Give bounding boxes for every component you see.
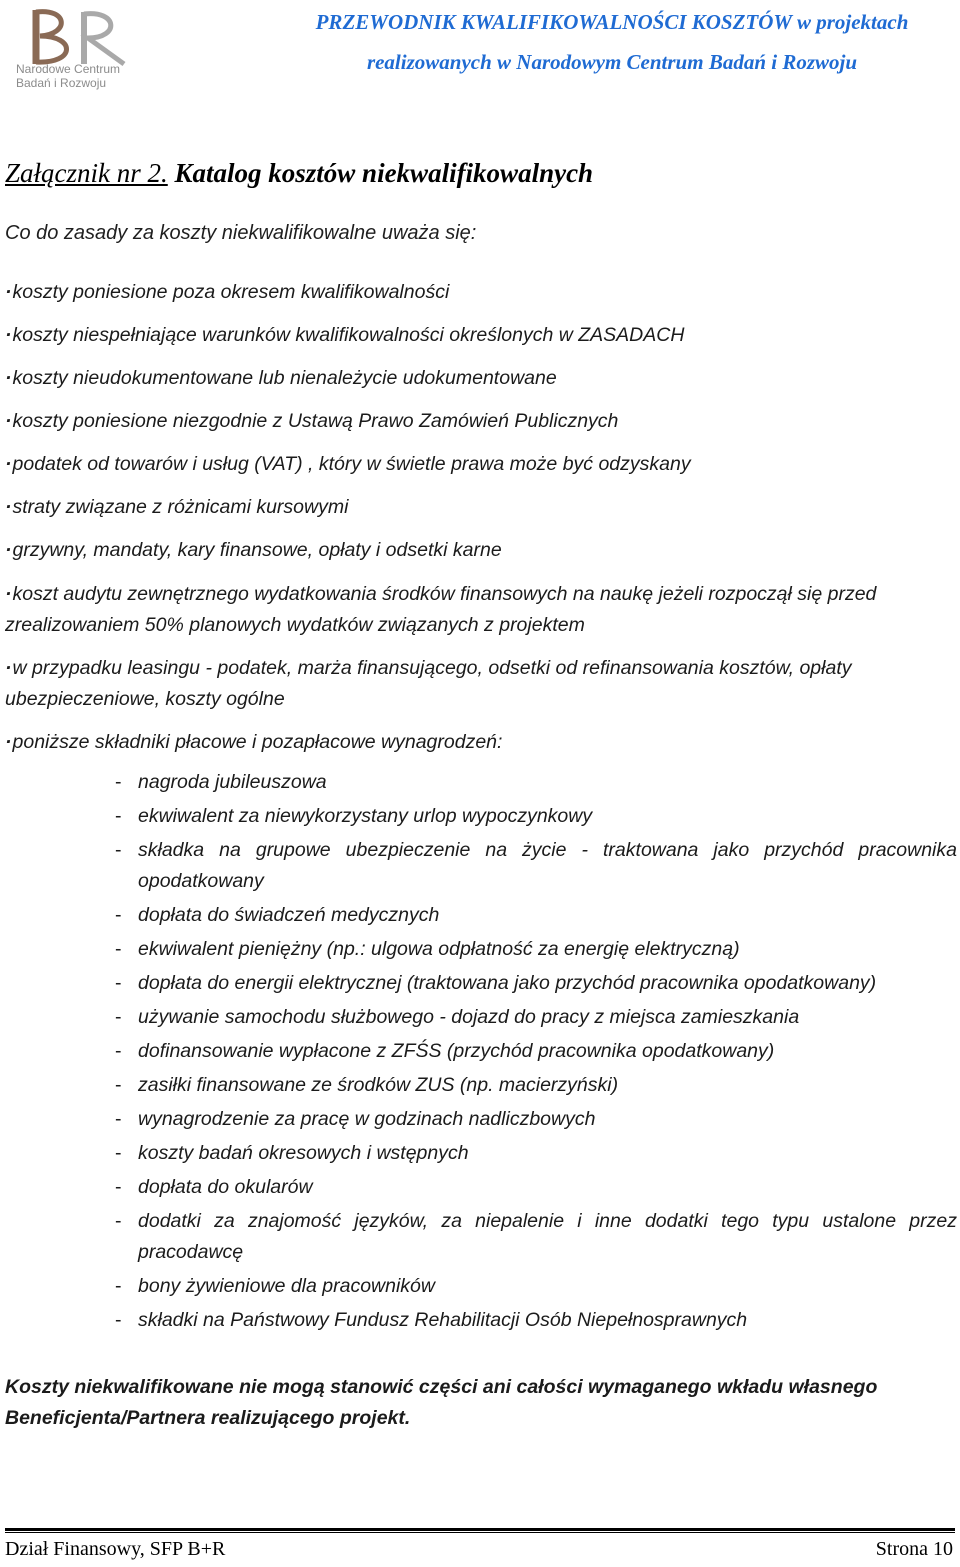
list-item-text: koszty poniesione niezgodnie z Ustawą Prawo Zamówień Publicznych: [12, 410, 619, 432]
list-item: [5, 363, 955, 394]
footer-rule: [5, 1532, 955, 1533]
title-main: Katalog kosztów niekwalifikowalnych: [174, 158, 594, 188]
sub-list-item: [115, 835, 957, 897]
bullet-glyph: ·: [5, 324, 12, 346]
sub-list-item-text: ekwiwalent za niewykorzystany urlop wypoczynkowy: [138, 805, 593, 827]
page-header: [0, 0, 960, 110]
list-item-text: koszty nieudokumentowane lub nienależycie udokumentowane: [12, 367, 557, 389]
sub-list-item-text: dopłata do świadczeń medycznych: [138, 904, 440, 926]
sub-list-item: [115, 1206, 957, 1268]
list-item: [5, 277, 955, 308]
dash-glyph: -: [115, 1040, 122, 1062]
sub-list-item-text: dopłata do okularów: [138, 1176, 313, 1198]
sub-list-item: [115, 968, 957, 999]
page-number: Strona 10: [875, 1538, 953, 1560]
list-item-text: koszty poniesione poza okresem kwalifikowalności: [12, 281, 450, 303]
list-item-text: grzywny, mandaty, kary finansowe, opłaty i odsetki karne: [12, 539, 502, 561]
bullet-glyph: ·: [5, 496, 12, 518]
sub-list-item: [115, 1002, 957, 1033]
sub-list-item: [115, 1104, 957, 1135]
list-item-text: poniższe składniki płacowe i pozapłacowe wynagrodzeń:: [12, 731, 503, 753]
sub-list-item-text: dopłata do energii elektrycznej (traktowana jako przychód pracownika opodatkowany): [138, 972, 877, 994]
sub-list-item: [115, 767, 957, 798]
sub-list-item-text: zasiłki finansowane ze środków ZUS (np. macierzyński): [138, 1074, 619, 1096]
list-item: [5, 579, 955, 641]
title-prefix: Załącznik nr 2.: [5, 158, 168, 188]
list-item: [5, 492, 955, 523]
dash-glyph: -: [115, 972, 122, 994]
sub-list-item: [115, 934, 957, 965]
list-item: [5, 320, 955, 351]
dash-glyph: -: [115, 771, 122, 793]
sub-list-item-text: ekwiwalent pieniężny (np.: ulgowa odpłatność za energię elektryczną): [138, 938, 740, 960]
logo-text-line2: Badań i Rozwoju: [16, 76, 107, 90]
sub-list-item: [115, 1138, 957, 1169]
page-footer: [5, 1528, 955, 1567]
bullet-glyph: ·: [5, 367, 12, 389]
ncbr-logo-mark: [6, 6, 156, 70]
footer-department: Dział Finansowy, SFP B+R: [5, 1538, 226, 1560]
list-item: [5, 727, 955, 758]
dash-glyph: -: [115, 1108, 122, 1130]
list-item: [5, 406, 955, 437]
list-item-text: koszt audytu zewnętrznego wydatkowania środków finansowych na naukę jeżeli rozpoczął się przed zrealizowaniem 50% planowych wydatków związanych z projektem: [5, 583, 877, 636]
sub-list-item: [115, 1305, 957, 1336]
header-title-line1: PRZEWODNIK KWALIFIKOWALNOŚCI KOSZTÓW w projektach: [315, 10, 909, 34]
sub-list-item-text: dofinansowanie wypłacone z ZFŚS (przychód pracownika opodatkowany): [138, 1040, 775, 1062]
sub-list-item-text: bony żywieniowe dla pracowników: [138, 1275, 435, 1297]
ncbr-logo: [6, 6, 156, 96]
intro-text: Co do zasady za koszty niekwalifikowalne uważa się:: [5, 222, 477, 244]
sub-list-item: [115, 1271, 957, 1302]
sub-list-item-text: składka na grupowe ubezpieczenie na życie - traktowana jako przychód pracownika opodatkowany: [138, 839, 957, 892]
bullet-glyph: ·: [5, 657, 12, 679]
dash-glyph: -: [115, 938, 122, 960]
dash-glyph: -: [115, 1074, 122, 1096]
bullet-glyph: ·: [5, 281, 12, 303]
sub-list-item-text: koszty badań okresowych i wstępnych: [138, 1142, 469, 1164]
list-item: [5, 653, 955, 715]
dash-glyph: -: [115, 1006, 122, 1028]
bullet-glyph: ·: [5, 583, 12, 605]
list-item: [5, 535, 955, 566]
dash-glyph: -: [115, 1210, 122, 1232]
sub-list-item: [115, 1036, 957, 1067]
wage-components-list: [115, 767, 957, 1339]
dash-glyph: -: [115, 1275, 122, 1297]
bullet-glyph: ·: [5, 410, 12, 432]
sub-list-item: [115, 1070, 957, 1101]
list-item: [5, 449, 955, 480]
sub-list-item-text: dodatki za znajomość języków, za niepalenie i inne dodatki tego typu ustalone przez pracodawcę: [138, 1210, 957, 1263]
bullet-glyph: ·: [5, 539, 12, 561]
sub-list-item-text: składki na Państwowy Fundusz Rehabilitacji Osób Niepełnosprawnych: [138, 1309, 748, 1331]
dash-glyph: -: [115, 1309, 122, 1331]
sub-list-item-text: nagroda jubileuszowa: [138, 771, 327, 793]
dash-glyph: -: [115, 1142, 122, 1164]
bullet-glyph: ·: [5, 731, 12, 753]
list-item-text: w przypadku leasingu - podatek, marża finansującego, odsetki od refinansowania kosztów, opłaty ubezpieczeniowe, koszty ogólne: [5, 657, 852, 710]
dash-glyph: -: [115, 839, 122, 861]
list-item-text: koszty niespełniające warunków kwalifikowalności określonych w ZASADACH: [12, 324, 685, 346]
sub-list-item: [115, 900, 957, 931]
dash-glyph: -: [115, 805, 122, 827]
sub-list-item-text: używanie samochodu służbowego - dojazd do pracy z miejsca zamieszkania: [138, 1006, 800, 1028]
sub-list-item: [115, 1172, 957, 1203]
dash-glyph: -: [115, 904, 122, 926]
sub-list-item-text: wynagrodzenie za pracę w godzinach nadliczbowych: [138, 1108, 596, 1130]
page-title: [5, 150, 593, 196]
conclusion-text: Koszty niekwalifikowane nie mogą stanowić części ani całości wymaganego wkładu własnego Beneficjenta/Partnera realizującego projekt.: [5, 1376, 878, 1429]
bullet-glyph: ·: [5, 453, 12, 475]
list-item-text: straty związane z różnicami kursowymi: [12, 496, 349, 518]
dash-glyph: -: [115, 1176, 122, 1198]
list-item-text: podatek od towarów i usług (VAT) , który w świetle prawa może być odzyskany: [12, 453, 691, 475]
logo-text-line1: Narodowe Centrum: [16, 62, 121, 76]
sub-list-item: [115, 801, 957, 832]
header-title-line2: realizowanych w Narodowym Centrum Badań i Rozwoju: [366, 50, 858, 74]
